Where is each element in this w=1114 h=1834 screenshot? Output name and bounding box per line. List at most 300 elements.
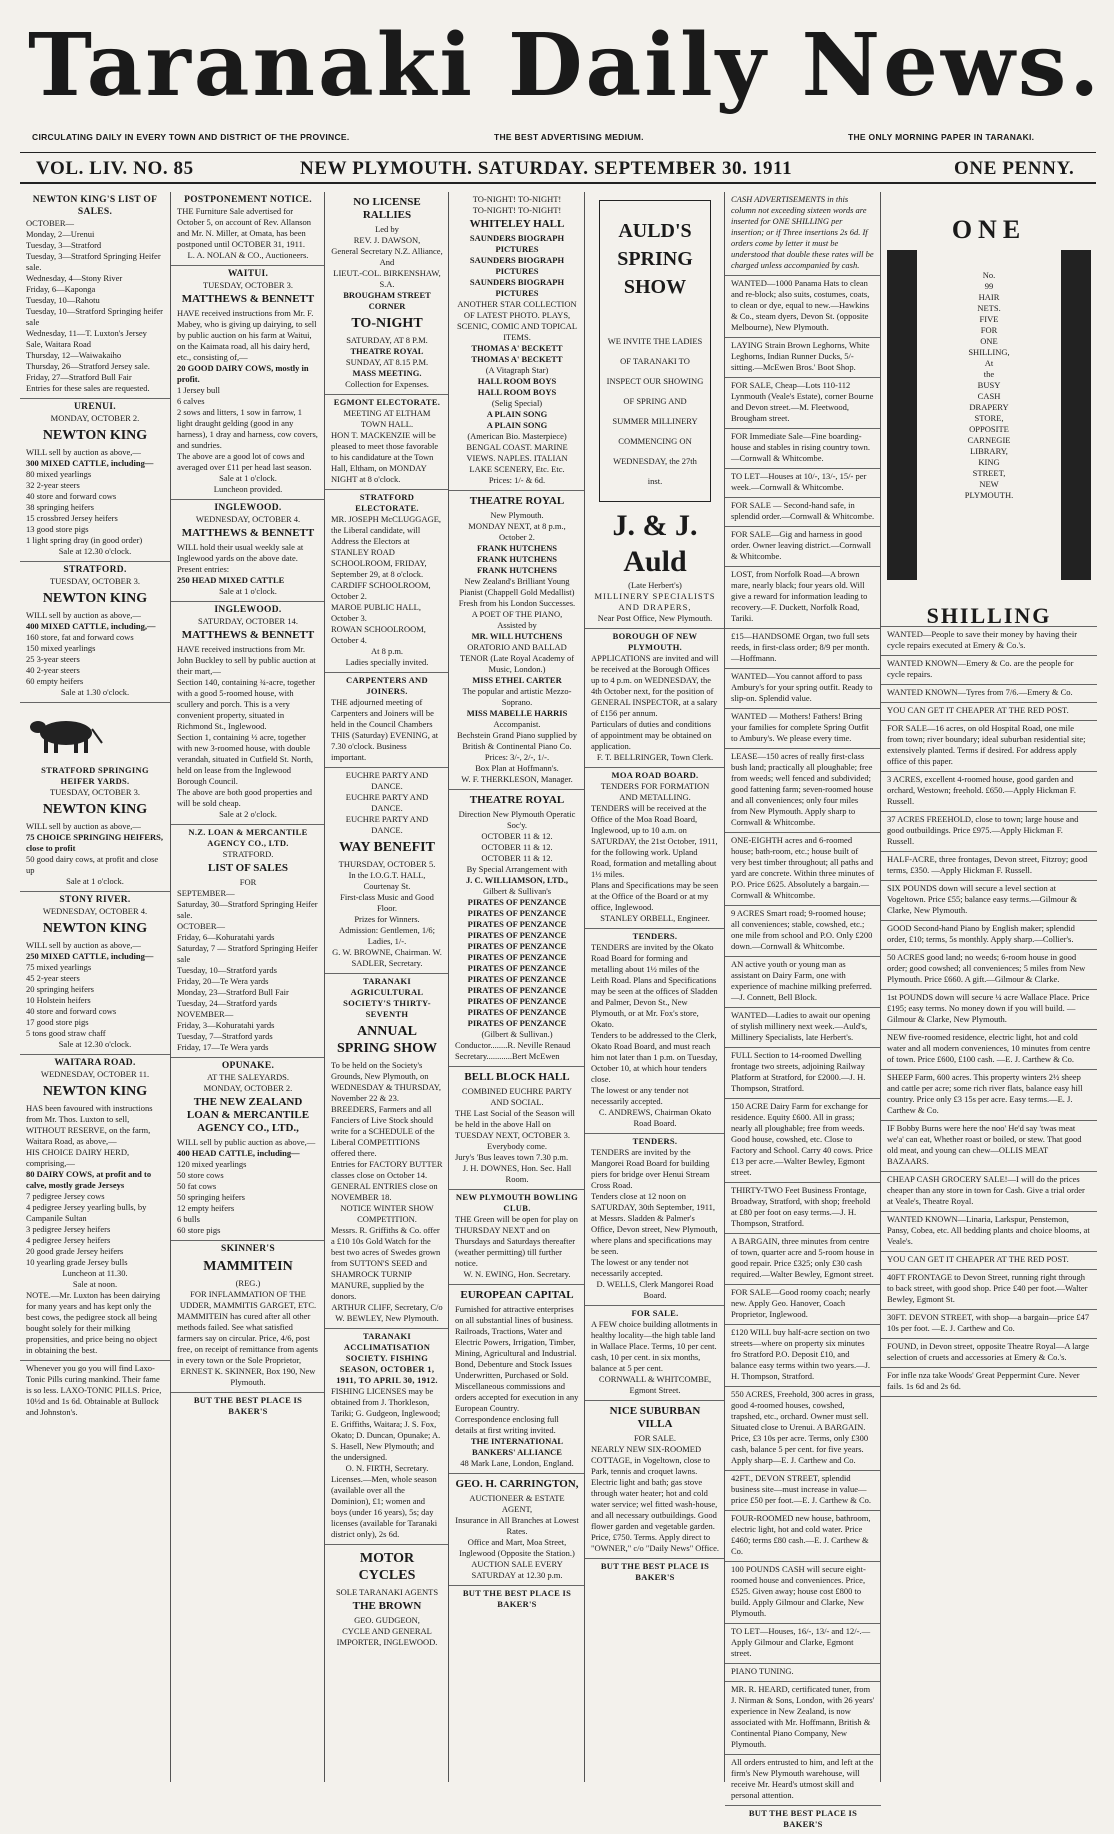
program-note: (Selig Special)	[491, 398, 543, 408]
lot-item: 3 pedigree Jersey heifers	[26, 1224, 111, 1234]
classified-ad: TO LET—Houses, 16/-, 13/- and 12/-.—Apply Gilmour and Clarke, Egmont street.	[725, 1624, 881, 1664]
sales-list	[177, 899, 319, 921]
speaker-name: REV. J. DAWSON,	[353, 235, 421, 245]
society-heading: TARANAKI ACCLIMATISATION SOCIETY. FISHING SEASON, OCTOBER 1, 1911, TO APRIL 30, 1912.	[336, 1331, 438, 1385]
notice-signature: ARTHUR CLIFF, Secretary, C/o W. BEWLEY, New Plymouth.	[331, 1302, 443, 1323]
baker-ad: BUT THE BEST PLACE IS BAKER'S	[462, 1588, 572, 1609]
text-line: Led by	[375, 224, 399, 234]
program-note: (American Bio. Masterpiece)	[467, 431, 567, 441]
sale-date: WEDNESDAY, OCTOBER 4.	[195, 514, 301, 524]
ad-text: Correspondence enclosing full details at first writing invited.	[455, 1414, 559, 1435]
text-line: Everybody come.	[487, 1141, 547, 1151]
meeting-item: STANLEY ROAD SCHOOLROOM, FRIDAY, September 29, at 8 o'clock.	[331, 547, 427, 579]
text-line: Prizes for Winners.	[354, 914, 420, 924]
classified-ad: WANTED—1000 Panama Hats to clean and re-block; also suits, costumes, coats, to clean or dye, equal to new.—Hawkins & Co., steam dyers, Devon St. (opposite Melbourne), New Plymouth.	[725, 276, 881, 338]
pirates-line: PIRATES OF PENZANCE	[467, 908, 567, 918]
sale-item: Friday, 6—Kohuratahi yards	[177, 932, 275, 942]
section-heading: INGLEWOOD.	[214, 605, 282, 615]
auctioneer-name: THE NEW ZEALAND LOAN & MERCANTILE AGENCY CO., LTD.,	[186, 1096, 310, 1134]
sale-item: Wednesday, 4—Stony River	[26, 273, 123, 283]
list-month: OCTOBER—	[26, 218, 75, 228]
program-title	[455, 376, 579, 398]
classified-ad: LOST, from Norfolk Road—A brown mare, nearly black; four years old. Will give a reward for information leading to recovery.—F. Duckett, Norfolk Road, Tariki.	[725, 567, 881, 629]
classified-ad: MR. R. HEARD, certificated tuner, from J. Nirman & Sons, London, with 26 years' experience in New Zealand, is now associated with Mr. Hoffmann, British & Continental Piano Company, New Plymouth.	[725, 1682, 881, 1755]
hairnet-ad	[887, 250, 1091, 580]
auctioneer-name: NEWTON KING	[42, 428, 148, 443]
price: ONE PENNY.	[954, 158, 1075, 179]
laxo-tonic-ad: Whenever you go you will find Laxo-Tonic Pills curing mankind. Their fame is so less. LAXO-TONIC PILLS. Price, 10½d and 1s 6d. Obtainable at Bullock and Johnston's.	[26, 1363, 162, 1417]
text-line: (Late Herbert's)	[628, 580, 682, 590]
section-heading: OPUNAKE.	[221, 1061, 275, 1071]
hairnet-line: FIVE	[979, 314, 999, 324]
lot-item: Section 1, containing ½ acre, together with new 3-roomed house, with double verandah, situated in Cutfield St. North, held on lease from the Inglewood Borough Council.	[177, 732, 313, 786]
lot-items	[177, 1159, 319, 1236]
ad-heading: MOTOR CYCLES	[358, 1551, 416, 1583]
sale-time: Sale at 1 o'clock.	[66, 876, 124, 886]
hairnet-line: At	[984, 358, 994, 368]
invite-text: WE INVITE THE LADIES OF TARANAKI TO INSPECT OUR SHOWING OF SPRING AND SUMMER MILLINERY COMMENCING ON WEDNESDAY, the 27th inst.	[606, 336, 704, 486]
society-heading: TARANAKI AGRICULTURAL SOCIETY'S THIRTY-SEVENTH	[343, 976, 431, 1019]
sale-item: Tuesday, 10—Stratford yards	[177, 965, 277, 975]
classified-ad: 37 ACRES FREEHOLD, close to town; large house and good outbuildings. Price £975.—Apply Hickman F. Russell.	[881, 812, 1097, 852]
text-line: A POET OF THE PIANO,	[471, 609, 563, 619]
sales-list	[177, 1020, 319, 1053]
program-line: A PLAIN SONG	[486, 420, 548, 430]
event-time: At 8 p.m.	[370, 646, 404, 656]
event-name: ANNUAL SPRING SHOW	[337, 1024, 437, 1056]
lot-heading: 75 CHOICE SPRINGING HEIFERS, close to profit	[26, 832, 163, 853]
lot-item: 75 mixed yearlings	[26, 962, 92, 972]
lot-item: 2 sows and litters, 1 sow in farrow, 1 light draught gelding (good in any harness), 1 dray and harness, cow covers, and sundries.	[177, 407, 318, 450]
section-heading: STRATFORD ELECTORATE.	[355, 492, 419, 513]
text-line: Bechstein Grand Piano supplied by British & Continental Piano Co.	[457, 730, 577, 751]
saunders-line: SAUNDERS BIOGRAPH PICTURES	[469, 233, 565, 254]
sale-item: Wednesday, 11—T. Luxton's Jersey Sale, Waitara Road	[26, 328, 147, 349]
section-heading: INGLEWOOD.	[214, 503, 282, 513]
classified-ad: WANTED KNOWN—Linaria, Larkspur, Penstemon, Pansy, Cobea, etc. All bedding plants and choice blooms, at Veale's.	[881, 1212, 1097, 1252]
classified-ad: WANTED—Ladies to await our opening of stylish millinery next week.—Auld's, Millinery Specialists, late Herbert's.	[725, 1008, 881, 1048]
list-heading: LIST OF SALES	[207, 862, 289, 874]
meeting-item: ROWAN SCHOOLROOM, October 4.	[331, 624, 426, 645]
company-heading: N.Z. LOAN & MERCANTILE AGENCY CO., LTD.	[188, 827, 308, 848]
sale-time: Sale at 1 o'clock.	[219, 586, 277, 596]
date-line: OCTOBER 11 & 12.	[481, 853, 553, 863]
section-heading: NO LICENSE RALLIES	[353, 196, 421, 221]
hairnet-line: 99	[984, 281, 994, 291]
hairnet-line: KING	[978, 457, 1000, 467]
event-dates	[455, 831, 579, 864]
notice-text: A FEW choice building allotments in healthy locality—the high table land in Wallace Place. Terms, 10 per cent. cash, 10 per cent. in six months, balance at 5 per cent.	[591, 1319, 718, 1373]
text-line: Direction New Plymouth Operatic Soc'y.	[458, 809, 576, 830]
venue-heading: WHITELEY HALL	[469, 218, 565, 230]
column-2	[170, 192, 325, 1782]
text-line: And	[379, 257, 395, 267]
notice-signature: W. F. THERKLESON, Manager.	[461, 774, 573, 784]
lot-item: 25 3-year steers	[26, 654, 80, 664]
classified-ad: LEASE—150 acres of really first-class bush land; practically all ploughable; free from weeds; well fenced and subdivided; good fattening farm; seven-roomed house and all conveniences; only four miles from New Plymouth. Apply sharp to Cornwall & Whitcombe.	[725, 749, 881, 833]
notice-text: TENDERS will be received at the Office of the Moa Road Board, Inglewood, up to 10 a.m. on SATURDAY, the 21st October, 1911, for the following work. Upland Road, formation and metalling about 1½ miles.	[591, 803, 718, 879]
pirates-line: PIRATES OF PENZANCE	[467, 930, 567, 940]
lot-item: 6 bulls	[177, 1214, 200, 1224]
prices: Prices: 1/- & 6d.	[488, 475, 546, 485]
notice-text: Entries for FACTORY BUTTER classes close on October 14.	[331, 1159, 443, 1180]
agent-title: AUCTIONEER & ESTATE AGENT,	[469, 1493, 565, 1514]
section-heading: WAITARA ROAD.	[54, 1058, 136, 1068]
notice-signature: D. WELLS, Clerk Mangorei Road Board.	[596, 1279, 714, 1300]
list-month: NOVEMBER—	[177, 1009, 234, 1019]
list-month: OCTOBER—	[177, 921, 226, 931]
performer-line: FRANK HUTCHENS	[476, 554, 558, 564]
sale-date: TUESDAY, OCTOBER 3.	[49, 576, 141, 586]
event-name: MASS MEETING.	[352, 368, 422, 378]
pirates-line: PIRATES OF PENZANCE	[467, 963, 567, 973]
notice-signature: "OWNER," c/o "Daily News" Office.	[591, 1543, 719, 1553]
notice-text: The lowest or any tender not necessarily accepted.	[591, 1257, 689, 1278]
performer-line: FRANK HUTCHENS	[476, 543, 558, 553]
list-for: FOR	[239, 877, 257, 887]
auctioneer-name: NEWTON KING	[42, 921, 148, 936]
notice-text: Particulars of duties and conditions of appointment may be obtained on application.	[591, 719, 712, 751]
euchre-line: EUCHRE PARTY AND DANCE.	[345, 792, 429, 813]
sale-date: WEDNESDAY, OCTOBER 11.	[40, 1069, 150, 1079]
lot-item: 6 calves	[177, 396, 205, 406]
notice-text: TENDERS are invited by the Mangorei Road Board for building piers for bridge over Henui Stream Cross Road.	[591, 1147, 710, 1190]
notice-text: THE Green will be open for play on THURSDAY NEXT and on Thursdays and Saturdays thereafter (weather permitting) till further notice.	[455, 1214, 578, 1268]
columns	[20, 192, 1096, 1829]
program-title	[455, 409, 579, 431]
hairnet-line: NEW	[979, 479, 999, 489]
luncheon-note: Luncheon at 11.30.	[62, 1268, 128, 1278]
entries-note: Entries for these sales are requested.	[26, 383, 150, 393]
lot-item: 50 good dairy cows, at profit and close up	[26, 854, 159, 875]
text-line: AUCTION SALE EVERY SATURDAY at 12.30 p.m.	[471, 1559, 563, 1580]
lot-item: 17 good store pigs	[26, 1017, 89, 1027]
sale-item: Tuesday, 3—Stratford Springing Heifer sale.	[26, 251, 161, 272]
notice-text: BREEDERS, Farmers and all Fanciers of Live Stock should write for a SCHEDULE of the Liberal COMPETITIONS offered there.	[331, 1104, 435, 1158]
section-heading: STONY RIVER.	[59, 895, 131, 905]
sale-date: TUESDAY, OCTOBER 3.	[202, 280, 294, 290]
sale-text: HAVE received instructions from Mr. John Buckley to sell by public auction at their mart,—	[177, 644, 316, 676]
classified-ad: A BARGAIN, three minutes from centre of town, quarter acre and 5-room house in good repair. Price £325; only £30 cash required.—Walter Bewley, Egmont street.	[725, 1234, 881, 1285]
hairnet-line: FOR	[980, 325, 998, 335]
classified-ad: WANTED—You cannot afford to pass Ambury's for your spring outfit. Ready to slip-on. Splendid value.	[725, 669, 881, 709]
classified-ad: AN active youth or young man as assistant on Dairy Farm, one with experience of machine milking preferred.—J. Connett, Bell Block.	[725, 957, 881, 1008]
venue: BROUGHAM STREET CORNER	[343, 290, 431, 311]
text-line: Jury's 'Bus leaves town 7.30 p.m.	[455, 1152, 569, 1162]
ad-text: Miscellaneous commissions and orders accepted for execution in any European Country.	[455, 1381, 579, 1413]
performer-name: MR. WILL HUTCHENS	[471, 631, 563, 641]
sale-text: WILL sell by auction as above,—	[26, 940, 141, 950]
classified-ad: 30FT. DEVON STREET, with shop—a bargain—price £47 10s per foot. —E. J. Carthew and Co.	[881, 1310, 1097, 1339]
sales-list	[177, 932, 319, 1009]
classified-ad: 550 ACRES, Freehold, 300 acres in grass, good 4-roomed houses, cowshed, trapshed, etc., orchard. Owner must sell. Situated close to Urenui. A BARGAIN. Price, £3 10s per acre. Terms, only £300 cash, balance 5 per cent. for five years. Apply sharp—E. J. Carthew and Co.	[725, 1387, 881, 1471]
performer-note: New Zealand's Brilliant Young Pianist (Chappell Gold Medallist) Fresh from his London Successes.	[458, 576, 576, 608]
product-name: MAMMITEIN	[203, 1259, 293, 1274]
lot-item: 4 pedigree Jersey heifers	[26, 1235, 111, 1245]
classified-ad: All orders entrusted to him, and left at the firm's New Plymouth warehouse, will receive Mr. Heard's utmost skill and personal attention.	[725, 1755, 881, 1806]
lot-item: 15 crossbred Jersey heifers	[26, 513, 118, 523]
sale-item: Monday, 2—Urenui	[26, 229, 95, 239]
admission: Admission: Gentlemen, 1/6; Ladies, 1/-.	[338, 925, 436, 946]
lot-item: 1 light spring dray (in good order)	[26, 535, 143, 545]
classified-ad: £120 WILL buy half-acre section on two streets—where on property six minutes fro Stratford P.O. Deposit £10, and balance easy terms within two years.—J. H. Thompson, Stratford.	[725, 1325, 881, 1387]
dateline-rule	[20, 182, 1096, 184]
text-line: Insurance in All Branches at Lowest Rates.	[455, 1515, 579, 1536]
notice-signature: G. W. BROWNE, Chairman. W. SADLER, Secretary.	[332, 947, 442, 968]
classified-ad: WANTED KNOWN—Emery & Co. are the people for cycle repairs.	[881, 656, 1097, 685]
classified-ad: FULL Section to 14-roomed Dwelling frontage two streets, adjoining Railway Platform at Stratford, for £2000.—J. H. Thompson, Stratford.	[725, 1048, 881, 1099]
registered-mark: (REG.)	[235, 1278, 261, 1288]
hairnet-line: CARNEGIE	[967, 435, 1011, 445]
column-1	[20, 192, 170, 1782]
event-time: SUNDAY, AT 8.15 P.M.	[345, 357, 429, 367]
firm-title: MILLINERY SPECIALISTS AND DRAPERS,	[594, 591, 716, 612]
lot-items	[177, 385, 319, 451]
pirates-line: PIRATES OF PENZANCE	[467, 996, 567, 1006]
auld-spring-show-box	[599, 200, 711, 502]
text-line: First-class Music and Good Floor.	[340, 892, 434, 913]
place-date: NEW PLYMOUTH. SATURDAY. SEPTEMBER 30. 1911	[300, 158, 793, 179]
luncheon-note: Luncheon provided.	[213, 484, 283, 494]
sale-item: Tuesday, 10—Stratford Springing heifer sale	[26, 306, 164, 327]
euchre-line: EUCHRE PARTY AND DANCE.	[345, 814, 429, 835]
tonight-heading: TO-NIGHT	[351, 316, 423, 331]
section-heading: NEW PLYMOUTH BOWLING CLUB.	[455, 1192, 579, 1213]
notice-signature: W. N. EWING, Hon. Secretary.	[463, 1269, 571, 1279]
address: Office and Mart, Moa Street, Inglewood (Opposite the Station.)	[459, 1537, 575, 1558]
baker-ad: BUT THE BEST PLACE IS BAKER'S	[193, 1395, 303, 1416]
sale-date: TUESDAY, OCTOBER 3.	[49, 787, 141, 797]
address: Near Post Office, New Plymouth.	[597, 613, 713, 623]
sale-time: Sale at noon.	[72, 1279, 118, 1289]
notice-text: MR. JOSEPH McCLUGGAGE, the Liberal candidate, will Address the Electors at	[331, 514, 442, 546]
classified-ad: CHEAP CASH GROCERY SALE!—I will do the prices cheaper than any store in town for Cash. Give a trial order at Veale's, Theatre Royal.	[881, 1172, 1097, 1212]
classified-ad: FOUND, in Devon street, opposite Theatre Royal—A large selection of cruets and accessories at Emery & Co.'s.	[881, 1339, 1097, 1368]
product-signature: ERNEST K. SKINNER, Box 190, New Plymouth.	[180, 1366, 316, 1387]
sale-item: Friday, 17—Te Wera yards	[177, 1042, 269, 1052]
sale-date: MONDAY, OCTOBER 2.	[203, 1083, 293, 1093]
classified-ad: 1st POUNDS down will secure ¼ acre Wallace Place. Price £195; easy terms. No money down if you will build. —Gilmour & Clarke, New Plymouth.	[881, 990, 1097, 1030]
sub-heading: FOR SALE.	[633, 1433, 677, 1443]
hairnet-line: STREET,	[972, 468, 1006, 478]
performer-lines	[455, 543, 579, 576]
agent-title: CYCLE AND GENERAL IMPORTER, INGLEWOOD.	[336, 1626, 438, 1647]
hairnet-line: LIBRARY,	[970, 446, 1008, 456]
auctioneer-name: NEWTON KING	[42, 1084, 148, 1099]
sale-time: Sale at 2 o'clock.	[219, 809, 277, 819]
column-5	[584, 192, 725, 1782]
lot-item: 38 springing heifers	[26, 502, 94, 512]
sale-item: Friday, 6—Kaponga	[26, 284, 96, 294]
notice-signature: L. A. NOLAN & CO., Auctioneers.	[187, 250, 309, 260]
meeting-item: CARDIFF SCHOOLROOM, October 2.	[331, 580, 431, 601]
classified-ad: For infle nza take Woods' Great Peppermint Cure. Never fails. 1s 6d and 2s 6d.	[881, 1368, 1097, 1397]
hairnet-line: ONE	[980, 336, 998, 346]
lot-items	[26, 469, 164, 546]
pirates-line: PIRATES OF PENZANCE	[467, 974, 567, 984]
classified-ad: SHEEP Farm, 600 acres. This property winters 2½ sheep and cattle per acre; some rich river flats, balance easy hill country. Price only £3 15s per acre. Easy terms.—E. J. Carthew & Co.	[881, 1070, 1097, 1121]
text-line: By Special Arrangement with	[466, 864, 568, 874]
section-heading: WAITUI.	[227, 269, 269, 279]
sale-item: Monday, 23—Stratford Bull Fair	[177, 987, 289, 997]
program-line: A PLAIN SONG	[486, 409, 548, 419]
volume-number: VOL. LIV. NO. 85	[36, 158, 194, 179]
pirates-line: PIRATES OF PENZANCE	[467, 952, 567, 962]
section-heading: BOROUGH OF NEW PLYMOUTH.	[612, 631, 698, 652]
classified-ad: 150 ACRE Dairy Farm for exchange for residence. Equity £600. All in grass; nearly all ploughable; free from weeds. Good house, cowshed, etc. Close to Factory and School. Carry 40 cows. Price £13 per acre.—Walter Bewley, Egmont street.	[725, 1099, 881, 1183]
lot-heading: 20 GOOD DAIRY COWS, mostly in profit.	[177, 363, 309, 384]
lot-item: 150 mixed yearlings	[26, 643, 96, 653]
event-date: MONDAY NEXT, at 8 p.m., October 2.	[468, 521, 566, 542]
classified-ad: YOU CAN GET IT CHEAPER AT THE RED POST.	[881, 1252, 1097, 1270]
pirates-line: PIRATES OF PENZANCE	[467, 897, 567, 907]
notice-text: Licenses.—Men, whole season (available over all the Dominion), £1; women and boys (under 16 years), 5s; day licenses (available for Taranaki district only), 2s 6d.	[331, 1474, 438, 1539]
classified-ad: WANTED—People to save their money by having their cycle repairs executed at Emery & Co.'s.	[881, 627, 1097, 656]
tonight-line: TO-NIGHT! TO-NIGHT!	[472, 194, 562, 204]
lot-item: 10 Holstein heifers	[26, 995, 91, 1005]
program-title	[455, 343, 579, 365]
program-line: THOMAS A' BECKETT	[471, 343, 563, 353]
lot-item: 45 2-year steers	[26, 973, 80, 983]
auctioneer-name: MATTHEWS & BENNETT	[181, 293, 315, 305]
black-border	[1061, 250, 1091, 580]
ad-heading: NICE SUBURBAN VILLA	[609, 1405, 701, 1430]
speaker-name: LIEUT.-COL. BIRKENSHAW, S.A.	[333, 268, 441, 289]
auld-title-line: SPRING	[617, 248, 693, 270]
notice-text: TENDERS are invited by the Okato Road Board for forming and metalling about 1½ miles of the Leith Road. Plans and Specifications may be seen at the offices of Sladden and Palmer, Devon St., New Plymouth, or at Mr. Fox's store, Okato.	[591, 942, 718, 1029]
black-border	[887, 250, 917, 580]
program-line: THOMAS A' BECKETT	[471, 354, 563, 364]
company-name: J. C. WILLIAMSON, LTD.,	[465, 875, 569, 885]
sale-time: Sale at 12.30 o'clock.	[58, 1039, 132, 1049]
product-maker: SKINNER'S	[221, 1244, 275, 1254]
lot-heading: 250 MIXED CATTLE, including—	[26, 951, 154, 961]
sale-note: The above are a good lot of cows and averaged over £11 per head last season.	[177, 451, 312, 472]
credit-line: Conductor........R. Neville Renaud	[455, 1040, 571, 1050]
agent-name: GEO. GUDGEON,	[354, 1615, 420, 1625]
firm-name: J. & J. Auld	[612, 509, 698, 578]
hairnet-line: SHILLING,	[968, 347, 1010, 357]
event-time: SATURDAY, AT 8 P.M.	[346, 335, 428, 345]
sale-item: Friday, 27—Stratford Bull Fair	[26, 372, 132, 382]
auld-spring-show-title	[606, 217, 704, 301]
classified-ad: IF Bobby Burns were here the noo' He'd say 'twas meat we'a' can eat, Whether roast or boiled, or stew. That good old meat, and young can chew—OLLIS MEAT BAZAARS.	[881, 1121, 1097, 1172]
hairnet-line: BUSY	[977, 380, 1001, 390]
ad-text: NEARLY NEW SIX-ROOMED COTTAGE, in Vogeltown, close to Park, tennis and croquet lawns. Electric light and bath; gas stove through water heater; hot and cold water service; wel fitted wash-house, and all necessary outbuildings. Good flower garden and vegetable garden. Price, £750. Terms. Apply direct to	[591, 1444, 718, 1542]
program-note: (A Vitagraph Star)	[485, 365, 549, 375]
euchre-lines	[331, 770, 443, 836]
newton-king-list-heading: NEWTON KING'S LIST OF SALES.	[32, 195, 158, 217]
classified-ads	[881, 627, 1097, 1397]
sale-text: WILL sell by auction as above,—	[26, 610, 141, 620]
classified-ad: FOUR-ROOMED new house, bathroom, electric light, hot and cold water. Price £460; terms £80 cash.—E. J. Carthew & Co.	[725, 1511, 881, 1562]
notice-text: Messrs. R. Griffiths & Co. offer a £10 10s Gold Watch for the best two acres of Swedes grown from SUTTON'S SEED and SHAMROCK TURNIP MANURE, supplied by the donors.	[331, 1225, 441, 1301]
date-line: OCTOBER 11 & 12.	[481, 831, 553, 841]
lot-item: 7 pedigree Jersey cows	[26, 1191, 105, 1201]
text-line: Gilbert & Sullivan's	[482, 886, 552, 896]
venue-heading: BELL BLOCK HALL	[464, 1071, 570, 1083]
sale-date: WEDNESDAY, OCTOBER 4.	[42, 906, 148, 916]
notice-signature: CORNWALL & WHITCOMBE, Egmont Street.	[598, 1374, 712, 1395]
notice-text: NOTICE WINTER SHOW COMPETITION.	[340, 1203, 434, 1224]
lot-item: 32 2-year steers	[26, 480, 80, 490]
lot-item: 13 good store pigs	[26, 524, 89, 534]
address: 48 Mark Lane, London, England.	[460, 1458, 574, 1468]
sale-location: AT THE SALEYARDS.	[206, 1072, 290, 1082]
cow-illustration	[26, 709, 106, 757]
pirates-line: PIRATES OF PENZANCE	[467, 1007, 567, 1017]
performer-note: The popular and artistic Mezzo-Soprano.	[462, 686, 572, 707]
text-line: Box Plan at Hoffmann's.	[475, 763, 559, 773]
lot-item: 12 empty heifers	[177, 1203, 235, 1213]
hairnet-line: STORE,	[974, 413, 1004, 423]
notice-text: THE adjourned meeting of Carpenters and Joiners will be held in the Council Chambers THIS (Saturday) EVENING, at 7.30 o'clock. Business important.	[331, 697, 439, 762]
sales-list	[26, 229, 164, 383]
lot-items	[26, 854, 164, 876]
performer-note: Accompanist.	[493, 719, 541, 729]
section-heading: POSTPONEMENT NOTICE.	[184, 195, 312, 205]
lot-item: 40 2-year steers	[26, 665, 80, 675]
notice-text: To be held on the Society's Grounds, New Plymouth, on WEDNESDAY & THURSDAY, November 22 & 23.	[331, 1060, 441, 1103]
lot-item: 5 tons good straw chaff	[26, 1028, 106, 1038]
sale-item: Saturday, 30—Stratford Springing Heifer sale.	[177, 899, 318, 920]
section-heading: EGMONT ELECTORATE.	[333, 397, 441, 407]
sale-text: HAVE received instructions from Mr. F. Mabey, who is giving up dairying, to sell by public auction on his farm at Waitui, on the Kaimata road, all his dairy herd, etc., consisting of,—	[177, 308, 317, 362]
notice-text: APPLICATIONS are invited and will be received at the Borough Offices up to 4 p.m. on WEDNESDAY, the 4th October next, for the position of GENERAL INSPECTOR, at a salary of £156 per annum.	[591, 653, 719, 718]
section-heading: CARPENTERS AND JOINERS.	[346, 675, 428, 696]
sale-time: Sale at 1 o'clock.	[219, 473, 277, 483]
pirates-line: PIRATES OF PENZANCE	[467, 1018, 567, 1028]
classified-ad: WANTED — Mothers! Fathers! Bring your families for complete Spring Outfit to Ambury's. We please every time.	[725, 709, 881, 749]
lot-item: 160 store, fat and forward cows	[26, 632, 134, 642]
event-name: WAY BENEFIT	[339, 840, 435, 855]
shilling-heading: SHILLING	[926, 603, 1052, 628]
notice-text: FISHING LICENSES may be obtained from J. Thorkleson, Tariki; G. Gudgeon, Inglewood; E. Griffiths, Waitara; J. S. Fox, Okato; D. Duncan, Opunake; A. S. Hasell, New Plymouth; and the undersigned.	[331, 1386, 441, 1462]
pirates-line: PIRATES OF PENZANCE	[467, 985, 567, 995]
hairnet-line: HAIR	[978, 292, 1000, 302]
classified-ad: FOR SALE, Cheap—Lots 110-112 Lynmouth (Veale's Estate), corner Bourne and Devon street.—M. Fleetwood, Brougham street.	[725, 378, 881, 429]
brand-name: THE BROWN	[352, 1600, 422, 1612]
auld-title-line: AULD'S	[618, 220, 692, 242]
masthead-sub-center: THE BEST ADVERTISING MEDIUM.	[494, 132, 644, 142]
sale-item: Tuesday, 3—Stratford	[26, 240, 102, 250]
masthead-sub-right: THE ONLY MORNING PAPER IN TARANAKI.	[848, 132, 1035, 142]
lot-item: 20 springing heifers	[26, 984, 94, 994]
hairnet-line: the	[983, 369, 995, 379]
cash-ads-notice: CASH ADVERTISEMENTS in this column not exceeding sixteen words are inserted for ONE SHILLING per insertion; or if Three insertions 2s 6d. If orders come by letter it must be understood that double these rates will be charged unless accompanied by cash.	[731, 194, 874, 270]
lot-item: Section 140, containing ¾-acre, together with a good 5-roomed house, with scullery and porch. This is a very convenient property, situated in Richmond St., Inglewood.	[177, 677, 316, 731]
classified-ad: ONE-EIGHTH acres and 6-roomed house; bath-room, etc.; house built of very best timber throughout; all paths and yard are concrete. Within three minutes of P.O. Price £625. Absolutely a bargain.—Cornwall & Whitcombe.	[725, 833, 881, 906]
lot-items	[26, 1191, 164, 1268]
lot-item: 10 yearling grade Jersey bulls	[26, 1257, 128, 1267]
sale-item: Tuesday, 24—Stratford yards	[177, 998, 277, 1008]
lot-heading: 400 MIXED CATTLE, including,—	[26, 621, 156, 631]
tonight-line: TO-NIGHT! TO-NIGHT!	[472, 205, 562, 215]
hairnet-line: DRAPERY	[969, 402, 1009, 412]
baker-ad: BUT THE BEST PLACE IS BAKER'S	[748, 1808, 858, 1829]
notice-text: THE Last Social of the Season will be held in the above Hall on TUESDAY NEXT, OCTOBER 3.	[455, 1108, 575, 1140]
sale-date: SATURDAY, OCTOBER 14.	[198, 616, 298, 626]
product-use: FOR INFLAMMATION OF THE UDDER, MAMMITIS GARGET, ETC.	[179, 1289, 317, 1310]
one-heading: ONE	[951, 215, 1027, 244]
classified-ad: WANTED KNOWN—Tyres from 7/6.—Emery & Co.	[881, 685, 1097, 703]
ad-text: Furnished for attractive enterprises on all substantial lines of business. Railroads, Tractions, Water and Electric Powers, Irrigation, Timber, Mining, Agricultural and Industrial. Bond, Debenture and Stock Issues Underwritten, Purchased or Sold.	[455, 1304, 577, 1380]
saunders-line: SAUNDERS BIOGRAPH PICTURES	[469, 277, 565, 298]
lot-item: 50 springing heifers	[177, 1192, 245, 1202]
auld-title-line: SHOW	[623, 276, 687, 298]
notice-text: GENERAL ENTRIES close on NOVEMBER 18.	[331, 1181, 438, 1202]
program-text: BENGAL COAST. MARINE VIEWS. NAPLES. ITALIAN LAKE SCENERY, Etc. Etc.	[466, 442, 568, 474]
